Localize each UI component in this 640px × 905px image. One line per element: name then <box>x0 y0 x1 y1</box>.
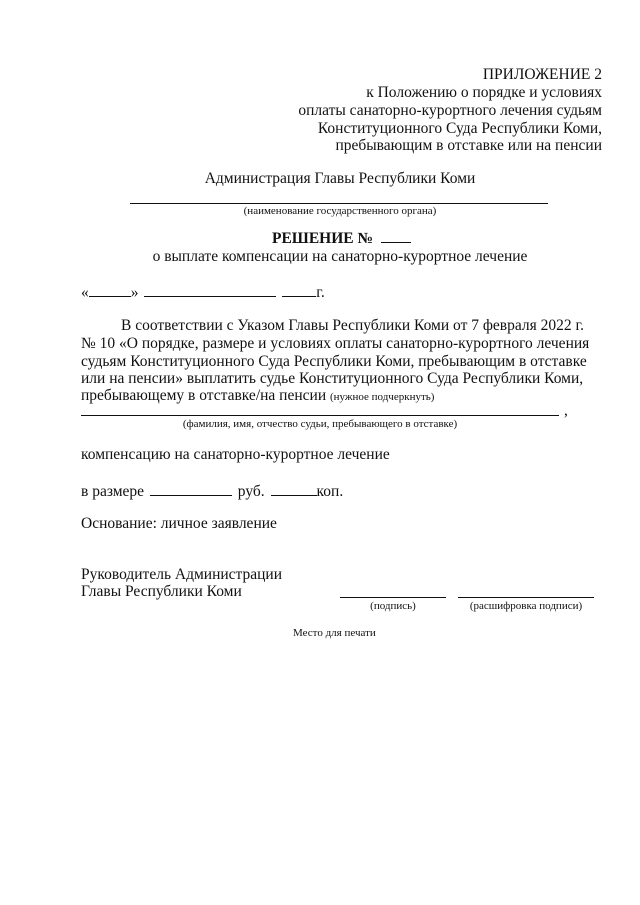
appendix-line-4: пребывающим в отставке или на пенсии <box>335 137 602 154</box>
date-month-blank[interactable] <box>144 284 276 297</box>
date-line <box>81 284 325 302</box>
judge-name-line[interactable] <box>81 415 559 416</box>
date-close-quote: » <box>130 284 139 301</box>
basis-text: Основание: личное заявление <box>81 515 277 532</box>
date-open-quote: « <box>81 284 89 301</box>
stamp-place: Место для печати <box>293 627 376 639</box>
body-line-4: или на пенсии» выплатить судье Конституционного Суда Республики Коми, <box>81 370 584 387</box>
judge-name-caption: (фамилия, имя, отчество судьи, пребывающего в отставке) <box>182 418 458 430</box>
body-line-5 <box>81 387 434 405</box>
amount-rub-label: руб. <box>237 483 265 500</box>
date-year-suffix: г. <box>316 284 325 301</box>
body-line-2: № 10 «О порядке, размере и условиях оплаты санаторно-курортного лечения <box>81 335 590 352</box>
signer-role-line-2: Главы Республики Коми <box>81 583 242 600</box>
signer-role-line-1: Руководитель Администрации <box>81 566 283 583</box>
organ-underline <box>130 203 548 204</box>
judge-name-comma: , <box>564 402 568 419</box>
date-day-blank[interactable] <box>89 284 131 297</box>
appendix-line-1: к Положению о порядке и условиях <box>366 84 602 101</box>
decision-number-blank[interactable] <box>381 230 411 243</box>
body-line-5-note: (нужное подчеркнуть) <box>329 391 435 403</box>
date-year-blank[interactable] <box>282 284 316 297</box>
signature-decode-line[interactable] <box>458 597 594 598</box>
decision-subtitle: о выплате компенсации на санаторно-курортное лечение <box>152 248 528 265</box>
body-line-3: судьям Конституционного Суда Республики Коми, пребывающим в отставке <box>81 353 587 370</box>
body-line-1: В соответствии с Указом Главы Республики Коми от 7 февраля 2022 г. <box>121 317 584 334</box>
appendix-line-2: оплаты санаторно-курортного лечения судьям <box>298 102 602 119</box>
appendix-line-3: Конституционного Суда Республики Коми, <box>317 120 602 137</box>
signature-line[interactable] <box>340 597 446 598</box>
body-line-5-text: пребывающему в отставке/на пенсии <box>81 387 327 404</box>
amount-kop-label: коп. <box>316 483 344 500</box>
amount-kop-blank[interactable] <box>271 483 317 496</box>
appendix-title: ПРИЛОЖЕНИЕ 2 <box>482 66 602 83</box>
compensation-text: компенсацию на санаторно-курортное лечение <box>81 446 390 463</box>
organ-name: Администрация Главы Республики Коми <box>204 170 476 187</box>
decision-title <box>272 230 411 248</box>
signature-decode-caption: (расшифровка подписи) <box>469 600 583 612</box>
signature-caption: (подпись) <box>370 600 416 612</box>
organ-caption: (наименование государственного органа) <box>243 205 437 217</box>
amount-rub-blank[interactable] <box>150 483 232 496</box>
amount-prefix: в размере <box>81 483 145 500</box>
amount-line <box>81 483 343 501</box>
decision-title-text: РЕШЕНИЕ № <box>272 230 374 247</box>
